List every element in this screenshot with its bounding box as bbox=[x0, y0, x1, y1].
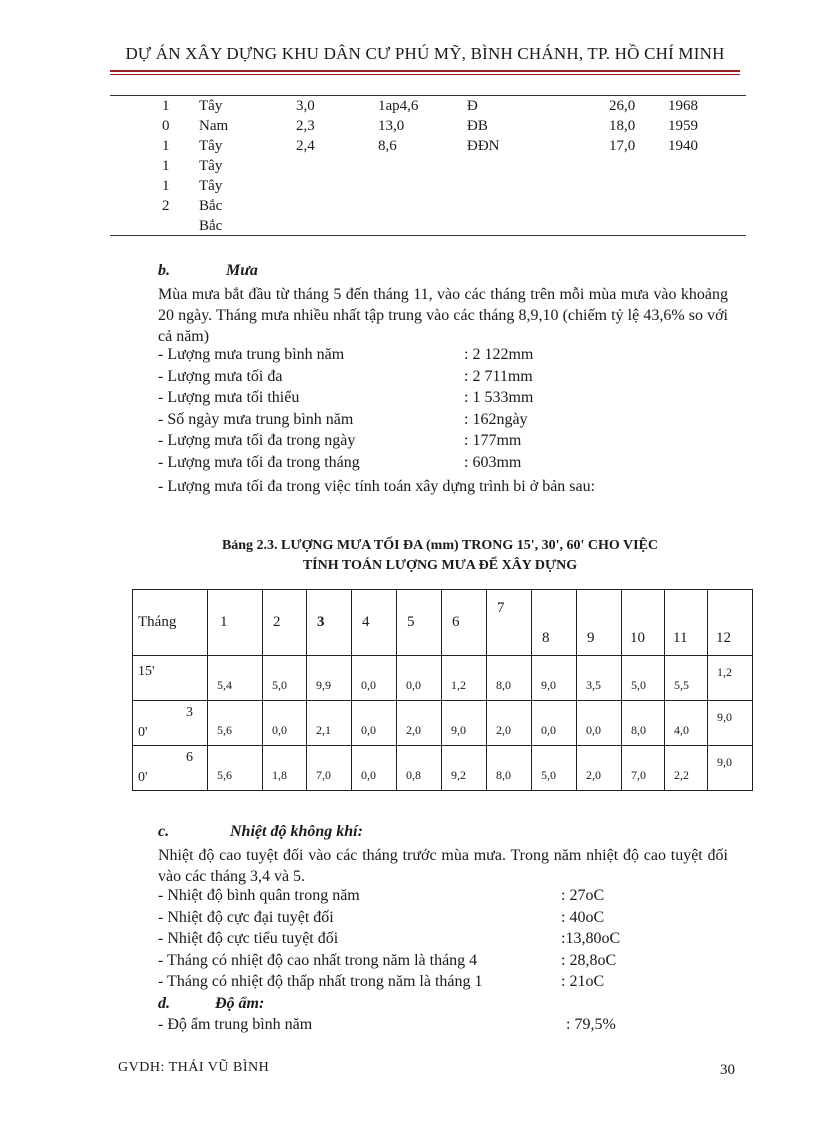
month-header: 10 bbox=[622, 590, 665, 656]
wind-table-row bbox=[110, 196, 746, 216]
month-header: 1 bbox=[208, 590, 263, 656]
list-item-label: - Nhiệt độ cực tiểu tuyệt đối bbox=[158, 930, 339, 947]
list-item-value: : 162ngày bbox=[464, 410, 528, 428]
cell-value: 2,0 bbox=[496, 723, 511, 737]
table-cell bbox=[622, 701, 665, 746]
month-header: 12 bbox=[708, 590, 753, 656]
row-label-top: 6 bbox=[186, 750, 193, 765]
month-header: 2 bbox=[263, 590, 307, 656]
section-c-heading: Nhiệt độ không khí: bbox=[230, 823, 363, 840]
table-cell bbox=[352, 656, 397, 701]
wind-table-cell: 17,0 bbox=[609, 138, 636, 154]
header-rule-thin bbox=[110, 74, 740, 75]
cell-value: 9,0 bbox=[717, 755, 732, 769]
cell-value: 1,8 bbox=[272, 768, 287, 782]
table-cell bbox=[622, 656, 665, 701]
section-d-letter: d. bbox=[158, 995, 170, 1012]
table-row bbox=[133, 701, 753, 746]
wind-table-row bbox=[110, 136, 746, 156]
list-item-value: : 2 122mm bbox=[464, 346, 534, 363]
wind-table-row bbox=[110, 116, 746, 136]
table-caption-line1: Bảng 2.3. LƯỢNG MƯA TỐI ĐA (mm) TRONG 15', 30', 60' CHO VIỆC bbox=[221, 538, 659, 553]
section-d-heading: Độ ẩm: bbox=[215, 995, 265, 1012]
wind-table-cell: Tây bbox=[199, 158, 223, 174]
wind-table-row bbox=[110, 216, 746, 236]
table-row bbox=[133, 656, 753, 701]
wind-table-cell: 2,3 bbox=[296, 118, 315, 134]
list-item-value: : 1 533mm bbox=[464, 389, 534, 406]
header-rule bbox=[110, 70, 740, 72]
month-header: 11 bbox=[665, 590, 708, 656]
table-header-row bbox=[133, 590, 753, 656]
wind-table-bottom-rule bbox=[110, 235, 746, 236]
table-cell bbox=[263, 701, 307, 746]
table-cell bbox=[577, 656, 622, 701]
cell-value: 9,0 bbox=[541, 678, 556, 692]
list-item-value: :13,80oC bbox=[561, 930, 621, 947]
cell-value: 9,9 bbox=[316, 678, 331, 692]
wind-table-cell: 1 bbox=[162, 178, 170, 194]
table-cell bbox=[487, 701, 532, 746]
wind-table-cell: Tây bbox=[199, 178, 223, 194]
table-cell bbox=[665, 701, 708, 746]
row-label-bottom: 0' bbox=[138, 770, 148, 785]
wind-table-cell: Nam bbox=[199, 118, 229, 134]
wind-table-row bbox=[110, 176, 746, 196]
row-label bbox=[133, 656, 208, 701]
month-header: 8 bbox=[532, 590, 577, 656]
humidity-label: - Độ ẩm trung bình năm bbox=[158, 1016, 313, 1033]
table-cell bbox=[622, 746, 665, 791]
list-item-label: - Nhiệt độ bình quân trong năm bbox=[158, 887, 360, 904]
table-cell bbox=[397, 701, 442, 746]
temp-paragraph: Nhiệt độ cao tuyệt đối vào các tháng trước mùa mưa. Trong năm nhiệt độ cao tuyệt đối vào các tháng 3,4 và 5. bbox=[158, 847, 728, 885]
table-cell bbox=[442, 656, 487, 701]
table-cell bbox=[307, 746, 352, 791]
wind-table-cell: 1 bbox=[162, 98, 170, 114]
row-label-bottom: 0' bbox=[138, 725, 148, 740]
wind-table-cell: 1959 bbox=[668, 118, 698, 134]
wind-table-cell: Đ bbox=[467, 98, 478, 114]
cell-value: 2,1 bbox=[316, 723, 331, 737]
table-header-label: Tháng bbox=[133, 590, 208, 656]
wind-table-cell: ĐB bbox=[467, 118, 488, 134]
table-cell bbox=[307, 701, 352, 746]
wind-table-row bbox=[110, 156, 746, 176]
cell-value: 5,6 bbox=[217, 723, 232, 737]
cell-value: 5,5 bbox=[674, 678, 689, 692]
list-item-label: - Số ngày mưa trung bình năm bbox=[158, 410, 354, 428]
cell-value: 4,0 bbox=[674, 723, 689, 737]
cell-value: 0,0 bbox=[272, 723, 287, 737]
table-cell bbox=[352, 746, 397, 791]
month-header: 4 bbox=[352, 590, 397, 656]
cell-value: 0,8 bbox=[406, 768, 421, 782]
table-cell bbox=[708, 656, 753, 701]
row-label bbox=[133, 701, 208, 746]
wind-table-cell: 1940 bbox=[668, 138, 698, 154]
list-item-label: - Tháng có nhiệt độ thấp nhất trong năm là tháng 1 bbox=[158, 973, 483, 990]
wind-table-cell: Tây bbox=[199, 98, 223, 114]
table-cell bbox=[487, 746, 532, 791]
table-cell bbox=[307, 656, 352, 701]
table-cell bbox=[263, 656, 307, 701]
month-header: 9 bbox=[577, 590, 622, 656]
footer-supervisor: GVDH: THÁI VŨ BÌNH bbox=[118, 1060, 270, 1075]
cell-value: 7,0 bbox=[631, 768, 646, 782]
rain-last-item: - Lượng mưa tối đa trong việc tính toán xây dựng trình bi ở bản sau: bbox=[158, 478, 596, 495]
cell-value: 8,0 bbox=[631, 723, 646, 737]
wind-table-cell: Bắc bbox=[199, 198, 223, 214]
section-b-letter: b. bbox=[158, 262, 170, 279]
cell-value: 9,0 bbox=[717, 710, 732, 724]
cell-value: 0,0 bbox=[406, 678, 421, 692]
cell-value: 5,0 bbox=[631, 678, 646, 692]
cell-value: 5,6 bbox=[217, 768, 232, 782]
wind-table-cell: 18,0 bbox=[609, 118, 636, 134]
cell-value: 2,0 bbox=[406, 723, 421, 737]
table-cell bbox=[665, 746, 708, 791]
list-item-value: : 40oC bbox=[561, 908, 605, 926]
list-item-value: : 21oC bbox=[561, 973, 605, 990]
cell-value: 9,0 bbox=[451, 723, 466, 737]
row-label bbox=[133, 746, 208, 791]
wind-table-cell: 0 bbox=[162, 118, 170, 134]
cell-value: 2,2 bbox=[674, 768, 689, 782]
list-item-value: : 2 711mm bbox=[464, 367, 533, 385]
cell-value: 0,0 bbox=[361, 723, 376, 737]
table-cell bbox=[532, 656, 577, 701]
wind-table-cell: 26,0 bbox=[609, 98, 636, 114]
month-header: 5 bbox=[397, 590, 442, 656]
table-cell bbox=[263, 746, 307, 791]
list-item-label: - Lượng mưa tối đa trong ngày bbox=[158, 432, 356, 449]
cell-value: 8,0 bbox=[496, 768, 511, 782]
list-item-label: - Lượng mưa tối thiểu bbox=[158, 389, 300, 406]
wind-table-cell: 1 bbox=[162, 158, 170, 174]
table-cell bbox=[397, 656, 442, 701]
table-row bbox=[133, 746, 753, 791]
cell-value: 1,2 bbox=[717, 665, 732, 679]
cell-value: 9,2 bbox=[451, 768, 466, 782]
table-cell bbox=[708, 701, 753, 746]
page-header: DỰ ÁN XÂY DỰNG KHU DÂN CƯ PHÚ MỸ, BÌNH CHÁNH, TP. HỒ CHÍ MINH bbox=[125, 44, 725, 63]
wind-table-cell: 1 bbox=[162, 138, 170, 154]
row-label-top: 3 bbox=[186, 705, 193, 720]
list-item-value: : 603mm bbox=[464, 453, 522, 471]
table-caption-line2: TÍNH TOÁN LƯỢNG MƯA ĐỂ XÂY DỰNG bbox=[302, 558, 578, 573]
cell-value: 2,0 bbox=[586, 768, 601, 782]
wind-table-cell: 3,0 bbox=[296, 98, 315, 114]
row-label-top: 15' bbox=[138, 664, 155, 679]
list-item-label: - Lượng mưa tối đa bbox=[158, 367, 283, 385]
wind-table-cell: Tây bbox=[199, 138, 223, 154]
wind-table-cell: 13,0 bbox=[378, 118, 405, 134]
wind-table-cell: Bắc bbox=[199, 218, 223, 234]
list-item-value: : 27oC bbox=[561, 887, 605, 904]
cell-value: 8,0 bbox=[496, 678, 511, 692]
list-item-label: - Tháng có nhiệt độ cao nhất trong năm là tháng 4 bbox=[158, 951, 478, 969]
list-item-label: - Lượng mưa tối đa trong tháng bbox=[158, 453, 360, 471]
cell-value: 0,0 bbox=[541, 723, 556, 737]
cell-value: 5,0 bbox=[272, 678, 287, 692]
cell-value: 3,5 bbox=[586, 678, 601, 692]
section-c-letter: c. bbox=[158, 823, 170, 840]
cell-value: 5,0 bbox=[541, 768, 556, 782]
month-header: 7 bbox=[487, 590, 532, 656]
rain-max-table bbox=[132, 589, 753, 791]
month-header: 6 bbox=[442, 590, 487, 656]
page-number: 30 bbox=[720, 1062, 735, 1078]
table-cell bbox=[532, 746, 577, 791]
month-header: 3 bbox=[307, 590, 352, 656]
table-cell bbox=[352, 701, 397, 746]
cell-value: 0,0 bbox=[586, 723, 601, 737]
table-cell bbox=[487, 656, 532, 701]
table-cell bbox=[577, 701, 622, 746]
cell-value: 0,0 bbox=[361, 768, 376, 782]
list-item-label: - Nhiệt độ cực đại tuyệt đối bbox=[158, 908, 334, 926]
cell-value: 1,2 bbox=[451, 678, 466, 692]
cell-value: 7,0 bbox=[316, 768, 331, 782]
table-cell bbox=[208, 746, 263, 791]
table-cell bbox=[442, 701, 487, 746]
table-cell bbox=[397, 746, 442, 791]
wind-table-cell: 2,4 bbox=[296, 138, 315, 154]
wind-table-cell: 1ap4,6 bbox=[378, 98, 419, 114]
table-cell bbox=[208, 656, 263, 701]
cell-value: 0,0 bbox=[361, 678, 376, 692]
table-cell bbox=[708, 746, 753, 791]
wind-table-cell: 1968 bbox=[668, 98, 698, 114]
table-cell bbox=[442, 746, 487, 791]
section-b-heading: Mưa bbox=[226, 262, 258, 279]
table-cell bbox=[665, 656, 708, 701]
table-cell bbox=[208, 701, 263, 746]
wind-table-cell: ĐĐN bbox=[467, 138, 500, 154]
table-cell bbox=[532, 701, 577, 746]
humidity-value: : 79,5% bbox=[566, 1016, 616, 1033]
cell-value: 5,4 bbox=[217, 678, 232, 692]
table-cell bbox=[577, 746, 622, 791]
list-item-value: : 177mm bbox=[464, 432, 522, 449]
wind-table-cell: 8,6 bbox=[378, 138, 397, 154]
wind-table-cell: 2 bbox=[162, 198, 170, 214]
wind-table-row bbox=[110, 96, 746, 116]
list-item-value: : 28,8oC bbox=[561, 951, 617, 969]
list-item-label: - Lượng mưa trung bình năm bbox=[158, 346, 345, 363]
rain-paragraph: Mùa mưa bắt đầu từ tháng 5 đến tháng 11, vào các tháng trên mỗi mùa mưa vào khoảng 20 ngày. Tháng mưa nhiều nhất tập trung vào các tháng 8,9,10 (chiếm tỷ lệ 43,6% so với cả năm) bbox=[158, 286, 728, 345]
